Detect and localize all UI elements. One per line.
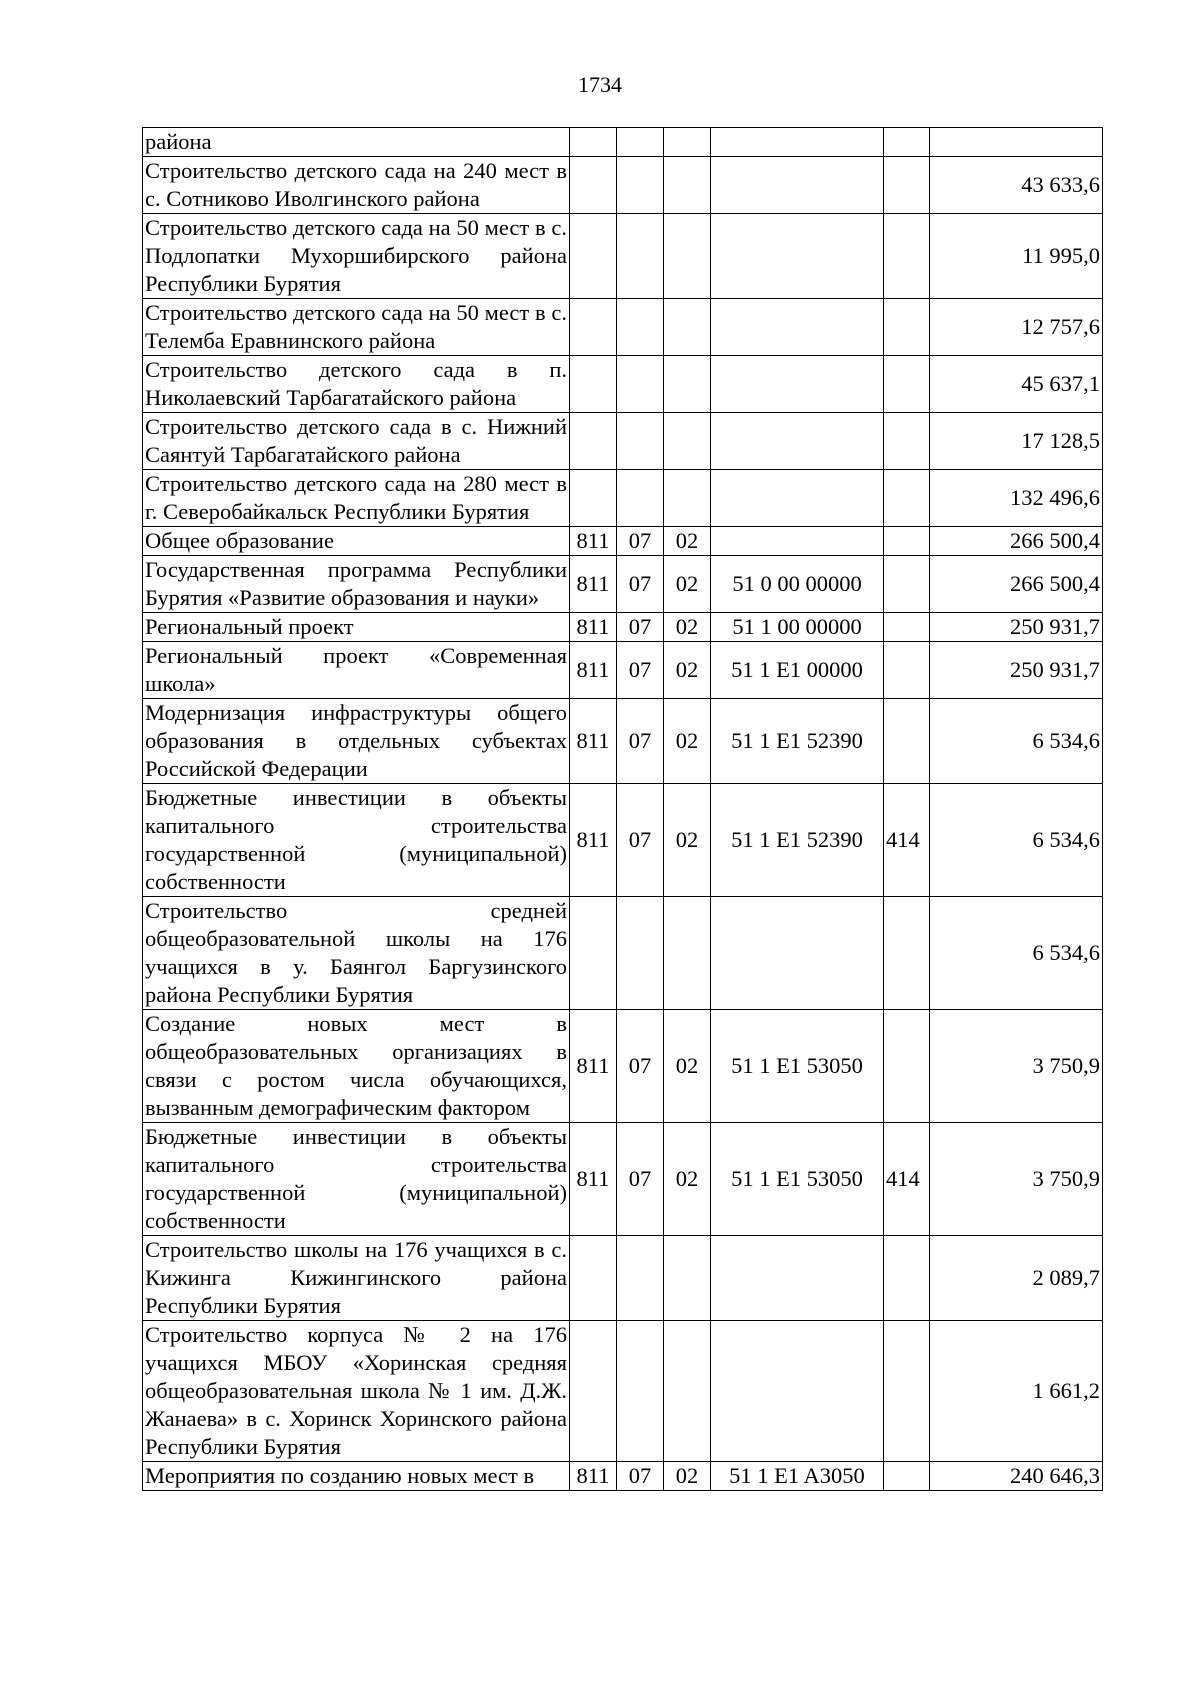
section-code-cell	[617, 157, 664, 214]
expense-type-code-cell	[884, 642, 930, 699]
department-code-cell: 811	[570, 1123, 617, 1236]
expense-type-code-cell	[884, 1236, 930, 1321]
target-article-code-cell: 51 0 00 00000	[711, 556, 884, 613]
item-name-cell: Региональный проект	[143, 613, 570, 642]
target-article-code-cell	[711, 1236, 884, 1321]
section-code-cell	[617, 470, 664, 527]
department-code-cell	[570, 413, 617, 470]
subsection-code-cell	[664, 356, 711, 413]
department-code-cell	[570, 356, 617, 413]
subsection-code-cell	[664, 1236, 711, 1321]
amount-cell: 266 500,4	[930, 527, 1103, 556]
department-code-cell: 811	[570, 642, 617, 699]
target-article-code-cell	[711, 157, 884, 214]
table-row	[143, 784, 1103, 897]
item-name-cell: Строительство корпуса № 2 на 176 учащихся МБОУ «Хоринская средняя общеобразовательная школа № 1 им. Д.Ж. Жанаева» в с. Хоринск Хоринского района Республики Бурятия	[143, 1321, 570, 1462]
table-row	[143, 1462, 1103, 1491]
target-article-code-cell	[711, 1321, 884, 1462]
item-name-cell: Строительство детского сада на 50 мест в с. Телемба Еравнинского района	[143, 299, 570, 356]
amount-cell: 6 534,6	[930, 784, 1103, 897]
subsection-code-cell: 02	[664, 699, 711, 784]
target-article-code-cell	[711, 413, 884, 470]
item-name-cell: Региональный проект «Современная школа»	[143, 642, 570, 699]
expense-type-code-cell	[884, 128, 930, 157]
expense-type-code-cell	[884, 356, 930, 413]
expense-type-code-cell	[884, 1010, 930, 1123]
amount-cell: 1 661,2	[930, 1321, 1103, 1462]
section-code-cell: 07	[617, 556, 664, 613]
table-row	[143, 470, 1103, 527]
target-article-code-cell	[711, 299, 884, 356]
target-article-code-cell: 51 1 E1 A3050	[711, 1462, 884, 1491]
expense-type-code-cell	[884, 897, 930, 1010]
target-article-code-cell	[711, 470, 884, 527]
expense-type-code-cell	[884, 157, 930, 214]
table-row	[143, 128, 1103, 157]
amount-cell: 132 496,6	[930, 470, 1103, 527]
amount-cell: 11 995,0	[930, 214, 1103, 299]
expense-type-code-cell: 414	[884, 1123, 930, 1236]
expense-type-code-cell	[884, 299, 930, 356]
department-code-cell	[570, 128, 617, 157]
table-row	[143, 1321, 1103, 1462]
subsection-code-cell: 02	[664, 1462, 711, 1491]
amount-cell: 3 750,9	[930, 1010, 1103, 1123]
table-row	[143, 699, 1103, 784]
item-name-cell: Строительство детского сада на 240 мест в с. Сотниково Иволгинского района	[143, 157, 570, 214]
item-name-cell: Бюджетные инвестиции в объекты капитального строительства государственной (муниципальной) собственности	[143, 784, 570, 897]
department-code-cell: 811	[570, 784, 617, 897]
expense-type-code-cell	[884, 470, 930, 527]
amount-cell: 12 757,6	[930, 299, 1103, 356]
target-article-code-cell	[711, 527, 884, 556]
subsection-code-cell	[664, 413, 711, 470]
expense-type-code-cell	[884, 556, 930, 613]
expense-type-code-cell	[884, 613, 930, 642]
item-name-cell: Строительство детского сада в с. Нижний Саянтуй Тарбагатайского района	[143, 413, 570, 470]
department-code-cell	[570, 214, 617, 299]
expense-type-code-cell	[884, 214, 930, 299]
table-row	[143, 299, 1103, 356]
subsection-code-cell: 02	[664, 556, 711, 613]
section-code-cell: 07	[617, 1010, 664, 1123]
table-row	[143, 214, 1103, 299]
page-number: 1734	[578, 72, 622, 97]
table-row	[143, 556, 1103, 613]
amount-cell: 250 931,7	[930, 642, 1103, 699]
item-name-cell: Строительство школы на 176 учащихся в с. Кижинга Кижингинского района Республики Бурятия	[143, 1236, 570, 1321]
item-name-cell: Бюджетные инвестиции в объекты капитального строительства государственной (муниципальной) собственности	[143, 1123, 570, 1236]
section-code-cell	[617, 356, 664, 413]
target-article-code-cell: 51 1 E1 00000	[711, 642, 884, 699]
item-name-cell: Строительство детского сада на 280 мест в г. Северобайкальск Республики Бурятия	[143, 470, 570, 527]
target-article-code-cell: 51 1 00 00000	[711, 613, 884, 642]
subsection-code-cell	[664, 214, 711, 299]
department-code-cell	[570, 1321, 617, 1462]
amount-cell: 6 534,6	[930, 699, 1103, 784]
table-row	[143, 1236, 1103, 1321]
section-code-cell	[617, 128, 664, 157]
department-code-cell	[570, 1236, 617, 1321]
section-code-cell: 07	[617, 784, 664, 897]
expense-type-code-cell	[884, 527, 930, 556]
target-article-code-cell	[711, 356, 884, 413]
section-code-cell: 07	[617, 613, 664, 642]
item-name-cell: Создание новых мест в общеобразовательных организациях в связи с ростом числа обучающихся, вызванным демографическим фактором	[143, 1010, 570, 1123]
target-article-code-cell	[711, 214, 884, 299]
section-code-cell: 07	[617, 527, 664, 556]
subsection-code-cell: 02	[664, 613, 711, 642]
amount-cell: 250 931,7	[930, 613, 1103, 642]
amount-cell: 3 750,9	[930, 1123, 1103, 1236]
table-row	[143, 157, 1103, 214]
expense-type-code-cell: 414	[884, 784, 930, 897]
budget-table	[142, 127, 1103, 1491]
section-code-cell: 07	[617, 642, 664, 699]
table-row	[143, 1010, 1103, 1123]
target-article-code-cell	[711, 897, 884, 1010]
target-article-code-cell: 51 1 E1 52390	[711, 784, 884, 897]
section-code-cell	[617, 897, 664, 1010]
target-article-code-cell: 51 1 E1 52390	[711, 699, 884, 784]
item-name-cell: Государственная программа Республики Бурятия «Развитие образования и науки»	[143, 556, 570, 613]
department-code-cell	[570, 470, 617, 527]
item-name-cell: района	[143, 128, 570, 157]
item-name-cell: Мероприятия по созданию новых мест в	[143, 1462, 570, 1491]
amount-cell	[930, 128, 1103, 157]
subsection-code-cell: 02	[664, 642, 711, 699]
subsection-code-cell: 02	[664, 527, 711, 556]
department-code-cell	[570, 897, 617, 1010]
department-code-cell: 811	[570, 699, 617, 784]
table-row	[143, 1123, 1103, 1236]
section-code-cell	[617, 1236, 664, 1321]
department-code-cell: 811	[570, 1462, 617, 1491]
section-code-cell	[617, 299, 664, 356]
target-article-code-cell	[711, 128, 884, 157]
subsection-code-cell	[664, 897, 711, 1010]
item-name-cell: Модернизация инфраструктуры общего образования в отдельных субъектах Российской Федерации	[143, 699, 570, 784]
table-row	[143, 642, 1103, 699]
subsection-code-cell: 02	[664, 1123, 711, 1236]
subsection-code-cell: 02	[664, 1010, 711, 1123]
table-row	[143, 413, 1103, 470]
section-code-cell	[617, 214, 664, 299]
expense-type-code-cell	[884, 1462, 930, 1491]
item-name-cell: Строительство средней общеобразовательной школы на 176 учащихся в у. Баянгол Баргузинского района Республики Бурятия	[143, 897, 570, 1010]
target-article-code-cell: 51 1 E1 53050	[711, 1123, 884, 1236]
subsection-code-cell	[664, 1321, 711, 1462]
expense-type-code-cell	[884, 413, 930, 470]
target-article-code-cell: 51 1 E1 53050	[711, 1010, 884, 1123]
subsection-code-cell	[664, 157, 711, 214]
amount-cell: 6 534,6	[930, 897, 1103, 1010]
amount-cell: 2 089,7	[930, 1236, 1103, 1321]
subsection-code-cell: 02	[664, 784, 711, 897]
department-code-cell: 811	[570, 556, 617, 613]
table-row	[143, 897, 1103, 1010]
amount-cell: 45 637,1	[930, 356, 1103, 413]
item-name-cell: Строительство детского сада на 50 мест в с. Подлопатки Мухоршибирского района Республики Бурятия	[143, 214, 570, 299]
subsection-code-cell	[664, 299, 711, 356]
item-name-cell: Общее образование	[143, 527, 570, 556]
department-code-cell: 811	[570, 1010, 617, 1123]
subsection-code-cell	[664, 470, 711, 527]
expense-type-code-cell	[884, 1321, 930, 1462]
amount-cell: 266 500,4	[930, 556, 1103, 613]
section-code-cell	[617, 413, 664, 470]
subsection-code-cell	[664, 128, 711, 157]
table-body	[143, 128, 1103, 1491]
section-code-cell: 07	[617, 699, 664, 784]
section-code-cell	[617, 1321, 664, 1462]
section-code-cell: 07	[617, 1462, 664, 1491]
department-code-cell: 811	[570, 613, 617, 642]
department-code-cell: 811	[570, 527, 617, 556]
department-code-cell	[570, 157, 617, 214]
department-code-cell	[570, 299, 617, 356]
table-row	[143, 613, 1103, 642]
amount-cell: 17 128,5	[930, 413, 1103, 470]
expense-type-code-cell	[884, 699, 930, 784]
amount-cell: 43 633,6	[930, 157, 1103, 214]
item-name-cell: Строительство детского сада в п. Николаевский Тарбагатайского района	[143, 356, 570, 413]
amount-cell: 240 646,3	[930, 1462, 1103, 1491]
table-row	[143, 356, 1103, 413]
table-row	[143, 527, 1103, 556]
section-code-cell: 07	[617, 1123, 664, 1236]
